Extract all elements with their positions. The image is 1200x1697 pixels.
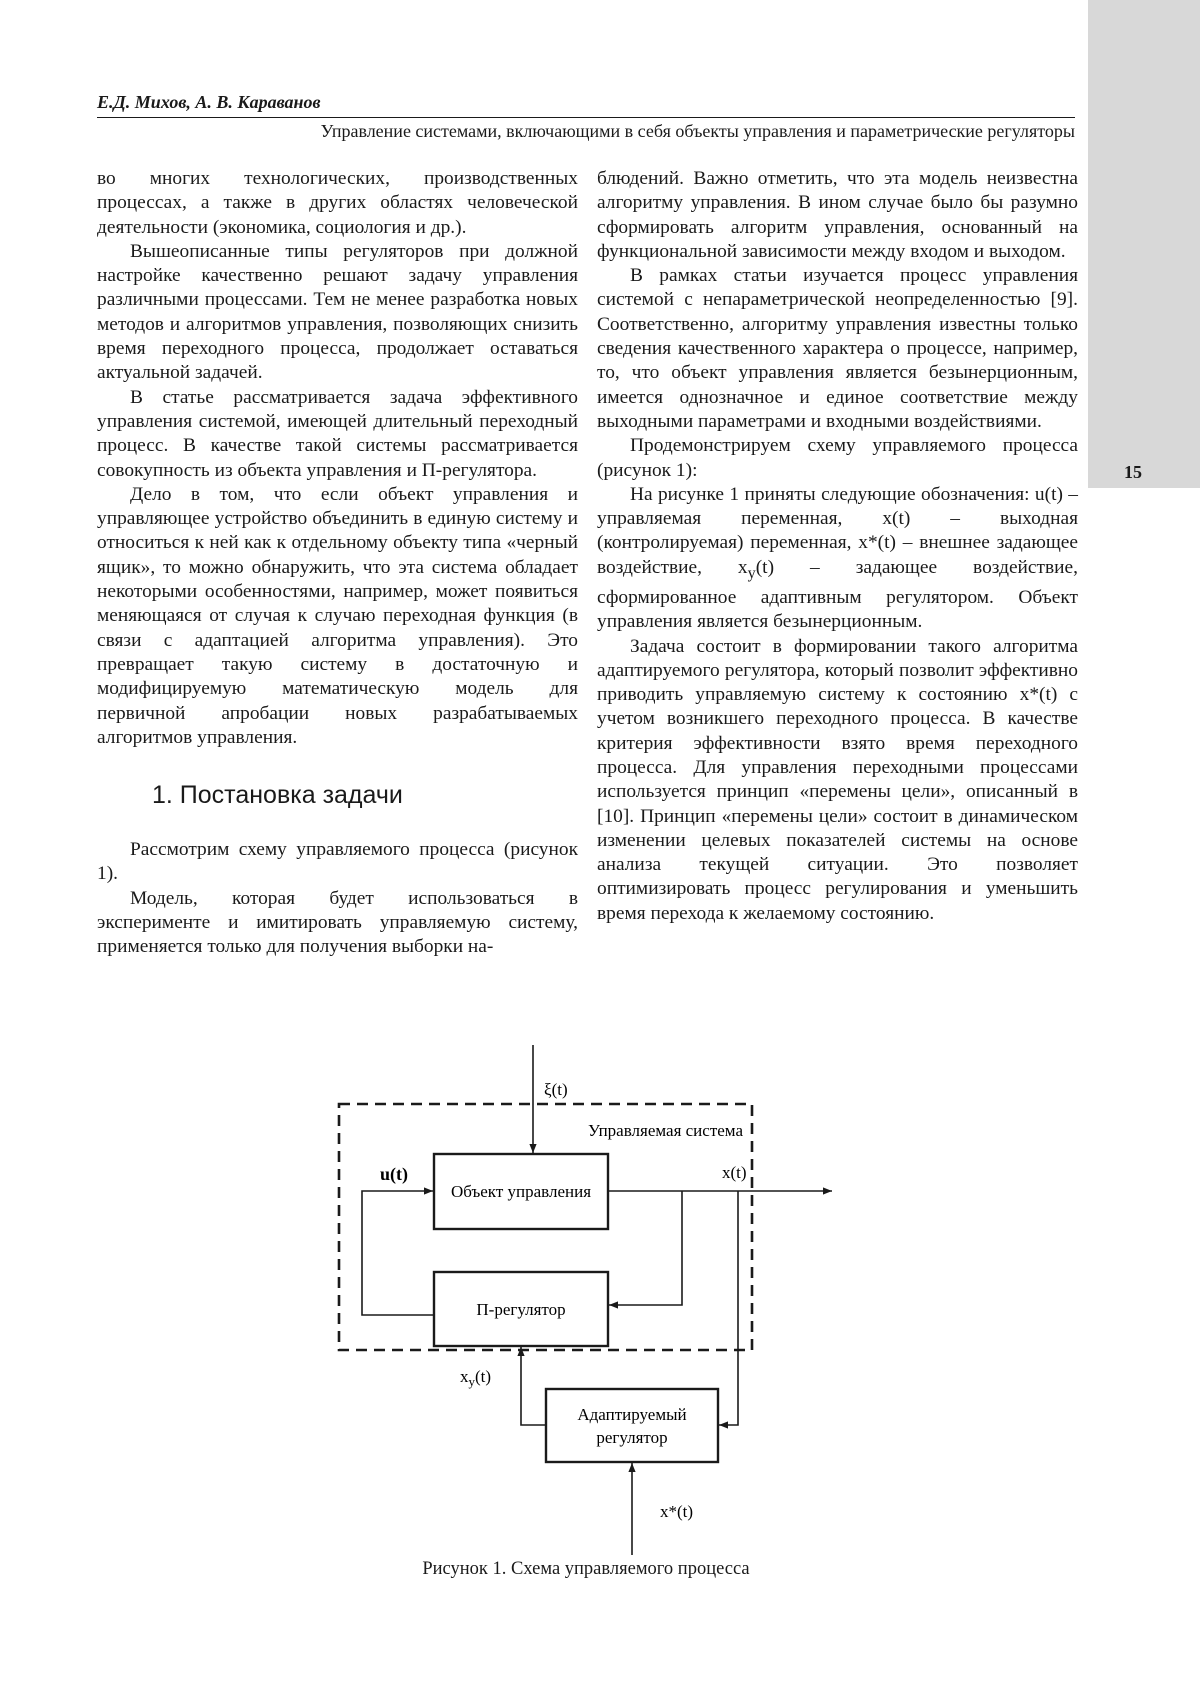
paragraph: Модель, которая будет использоваться в эксперименте и имитировать управляемую систему, применяется только для получения выборки на- <box>97 887 578 958</box>
paragraph: блюдений. Важно отметить, что эта модель неизвестна алгоритму управления. В ином случае было бы разумно сформировать алгоритм управления, основанный на функциональной зависимости между входом и выходом. <box>597 168 1078 262</box>
running-title: Управление системами, включающими в себя объекты управления и параметрические регуляторы <box>320 121 1075 141</box>
external-setpoint-label: x*(t) <box>660 1502 694 1521</box>
control-scheme-diagram <box>330 1035 840 1555</box>
p-regulator-label: П-регулятор <box>476 1300 566 1319</box>
setpoint-label: $x_y(t)$ <box>460 1367 492 1389</box>
left-column <box>97 167 578 960</box>
paragraph-notation: На рисунке 1 приняты следующие обозначения: u(t) – управляемая переменная, x(t) – выходная (контролируемая) переменная, x*(t) – внешнее задающее воздействие, $x_y(t)$ – задающее воздействие, сформированное адаптивным регулятором. Объект управления является безынерционным. <box>597 483 1078 633</box>
page-number: 15 <box>1124 462 1142 482</box>
paragraph: Задача состоит в формировании такого алгоритма адаптируемого регулятора, который позволит эффективно приводить управляемую систему к состоянию x*(t) с учетом возникшего переходного процесса. В качестве критерия эффективности взято время переходного процесса. Для управления переходными процессами используется принцип «перемены цели», описанный в [10]. Принцип «перемены цели» состоит в динамическом изменении целевых показателей системы на основе анализа текущей ситуации. Это позволяет оптимизировать процесс регулирования и уменьшить время перехода к желаемому состоянию. <box>597 635 1078 924</box>
output-label: x(t) <box>722 1163 747 1182</box>
control-signal-arrow <box>362 1191 434 1315</box>
right-column <box>597 167 1078 926</box>
control-object-label: Объект управления <box>450 1182 592 1201</box>
adaptive-regulator-label-2: регулятор <box>596 1428 668 1447</box>
setpoint-arrow <box>521 1347 546 1425</box>
feedback-to-adaptive-regulator <box>719 1191 738 1425</box>
section-heading: 1. Постановка задачи <box>152 781 403 810</box>
control-signal-label: u(t) <box>380 1164 408 1184</box>
paragraph: В рамках статьи изучается процесс управления системой с непараметрической неопределенностью [9]. Соответственно, алгоритму управления известны только сведения качественного характера о процессе, например, то, что объект управления является безынерционным, имеется однозначное и единое соответствие между выходными параметрами и входными воздействиями. <box>597 265 1078 432</box>
paragraph: Дело в том, что если объект управления и управляющее устройство объединить в единую систему и относиться к ней как к отдельному объекту типа «черный ящик», то можно обнаружить, что эта система обладает некоторыми особенностями, например, может появиться меняющаяся от случая к случаю переходная функция (в связи с адаптацией алгоритма управления). Это превращает такую систему в достаточную и модифицируемую математическую модель для первичной апробации новых разрабатываемых алгоритмов управления. <box>97 483 578 748</box>
adaptive-regulator-label-1: Адаптируемый <box>577 1405 687 1424</box>
system-label: Управляемая система <box>588 1121 743 1140</box>
side-strip <box>1088 0 1200 488</box>
paragraph: Рассмотрим схему управляемого процесса (рисунок 1). <box>97 839 578 885</box>
figure-diagram <box>330 1035 840 1555</box>
header-rule <box>97 117 1075 118</box>
paragraph: Вышеописанные типы регуляторов при должной настройке качественно решают задачу управления различными процессами. Тем не менее разработка новых методов и алгоритмов управления, позволяющих снизить время переходного процесса, продолжает оставаться актуальной задачей. <box>97 240 578 384</box>
paragraph: во многих технологических, производственных процессах, а также в других областях человеческой деятельности (экономика, социология и др.). <box>97 168 578 238</box>
adaptive-regulator-block <box>546 1389 718 1462</box>
disturbance-label: ξ(t) <box>544 1080 568 1099</box>
paragraph: Продемонстрируем схему управляемого процесса (рисунок 1): <box>597 435 1078 481</box>
feedback-to-p-regulator <box>609 1191 682 1305</box>
paragraph: В статье рассматривается задача эффективного управления системой, имеющей длительный переходный процесс. В качестве такой системы рассматривается совокупность из объекта управления и П-регулятора. <box>97 386 578 481</box>
figure-caption: Рисунок 1. Схема управляемого процесса <box>422 1559 750 1579</box>
authors: Е.Д. Михов, А. В. Караванов <box>97 92 321 112</box>
